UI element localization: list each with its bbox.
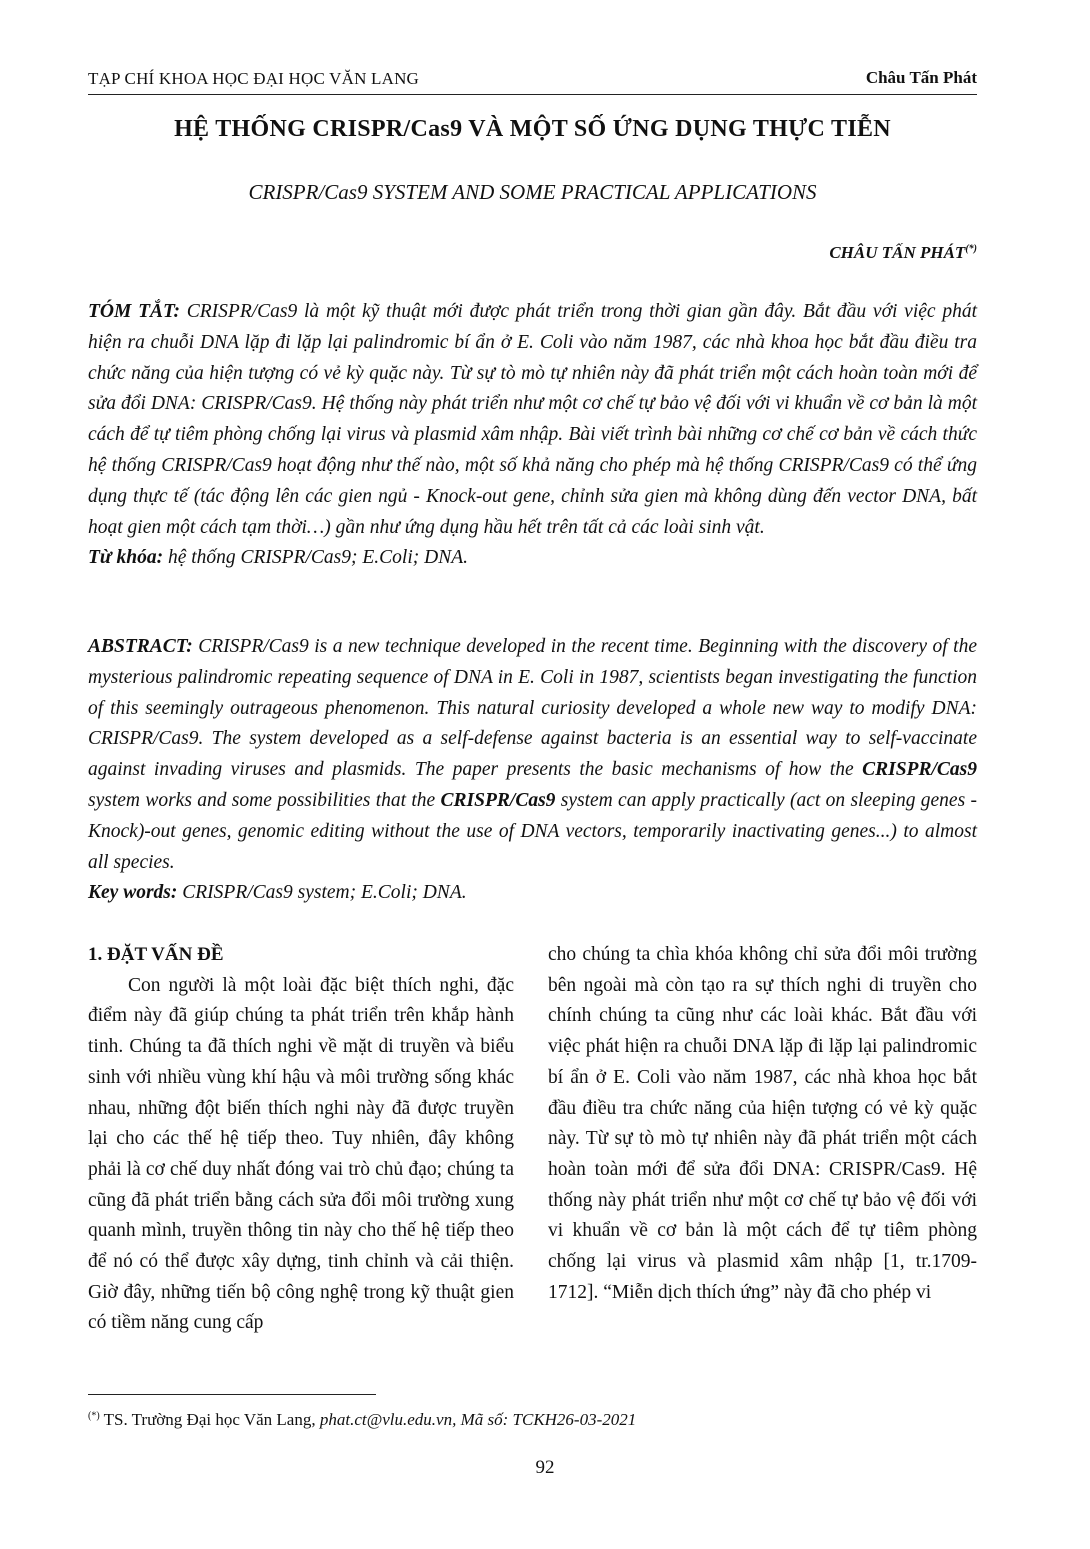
author-footnote-mark: (*) (965, 243, 977, 255)
body-paragraph-left: Con người là một loài đặc biệt thích nghi, đặc điểm này đã giúp chúng ta phát triển trên khắp hành tinh. Chúng ta đã thích nghi về mặt di truyền và biểu sinh với nhiều vùng khí hậu và môi trường sống khác nhau, những đột biến thích nghi này đã được truyền lại cho các thế hệ tiếp theo. Tuy nhiên, đây không phải là cơ chế duy nhất đóng vai trò chủ đạo; chúng ta cũng đã phát triển bằng cách sửa đổi môi trường xung quanh mình, truyền thông tin này cho thế hệ tiếp theo để nó có thể được xây dựng, tinh chỉnh và cải thiện. Giờ đây, những tiến bộ công nghệ trong kỹ thuật gien có tiềm năng cung cấp (88, 974, 514, 1334)
author-name: CHÂU TẤN PHÁT (829, 243, 966, 262)
abstract-en-term-1: CRISPR/Cas9 (862, 759, 977, 781)
abstract-english (88, 632, 977, 909)
keywords-en: CRISPR/Cas9 system; E.Coli; DNA. (177, 882, 467, 904)
body-column-right (548, 940, 977, 1308)
abstract-vi-label: TÓM TẮT: (88, 301, 180, 322)
footnote-contact: phat.ct@vlu.edu.vn, Mã số: TCKH26-03-2021 (319, 1410, 637, 1429)
article-subtitle: CRISPR/Cas9 SYSTEM AND SOME PRACTICAL APPLICATIONS (248, 180, 817, 204)
header-author: Châu Tấn Phát (865, 68, 977, 87)
footnote-text: TS. Trường Đại học Văn Lang, (99, 1410, 320, 1429)
article-title: HỆ THỐNG CRISPR/Cas9 VÀ MỘT SỐ ỨNG DỤNG THỰC TIỄN (174, 116, 891, 142)
author-byline (88, 243, 977, 263)
abstract-en-label: ABSTRACT: (88, 636, 193, 657)
abstract-en-text-2: system works and some possibilities that the (88, 789, 441, 811)
running-header (88, 66, 977, 95)
abstract-en-text-3: system can apply practically (act on sleeping genes - Knock)-out genes, genomic editing without the use of DNA vectors, temporarily inactivating genes...) to almost all species. (88, 789, 977, 873)
footnote-divider (88, 1394, 376, 1395)
footnote-mark: (*) (88, 1410, 100, 1422)
keywords-vi-label: Từ khóa: (88, 547, 164, 569)
body-paragraph-right: cho chúng ta chìa khóa không chỉ sửa đổi môi trường bên ngoài mà còn tạo ra sự thích nghi di truyền cho chính chúng ta cũng như các loài khác. Bắt đầu với việc phát hiện ra chuỗi DNA lặp đi lặp lại palindromic bí ẩn ở E. Coli vào năm 1987, các nhà khoa học bắt đầu điều tra chức năng của hiện tượng có vẻ kỳ quặc này. Từ sự tò mò tự nhiên này đã phát triển một cách hoàn toàn mới để sửa đổi DNA: CRISPR/Cas9. Hệ thống này phát triển như một cơ chế tự bảo vệ đối với vi khuẩn về cơ bản là một cách để tự tiêm phòng chống lại virus và plasmid xâm nhập [1, tr.1709-1712]. “Miễn dịch thích ứng” này đã cho phép vi (548, 944, 977, 1303)
footnote (88, 1410, 977, 1430)
section-heading: 1. ĐẶT VẤN ĐỀ (88, 944, 224, 965)
page-number: 92 (535, 1457, 555, 1478)
abstract-en-term-2: CRISPR/Cas9 (440, 789, 556, 811)
keywords-en-label: Key words: (88, 882, 178, 904)
keywords-vi: hệ thống CRISPR/Cas9; E.Coli; DNA. (163, 547, 468, 569)
body-column-left (88, 940, 514, 1339)
abstract-en-text-1: CRISPR/Cas9 is a new technique developed in the recent time. Beginning with the discovery of the mysterious palindromic repeating sequence of DNA in E. Coli in 1987, scientists began investigating the function of this seemingly outrageous phenomenon. This natural curiosity developed a whole new way to modify DNA: CRISPR/Cas9. The system developed as a self-defense against bacteria is an essential way to self-vaccinate against invading viruses and plasmids. The paper presents the basic mechanisms of how the (88, 636, 977, 781)
abstract-vietnamese (88, 297, 977, 574)
abstract-vi-text: CRISPR/Cas9 là một kỹ thuật mới được phát triển trong thời gian gần đây. Bắt đầu với việc phát hiện ra chuỗi DNA lặp đi lặp lại palindromic bí ẩn ở E. Coli vào năm 1987, các nhà khoa học bắt đầu điều tra chức năng của hiện tượng có vẻ kỳ quặc này. Từ sự tò mò tự nhiên này đã phát triển một cách hoàn toàn mới để sửa đổi DNA: CRISPR/Cas9. Hệ thống này phát triển như một cơ chế tự bảo vệ đối với vi khuẩn về cơ bản là một cách để tự tiêm phòng chống lại virus và plasmid xâm nhập. Bài viết trình bài những cơ chế cơ bản về cách thức hệ thống CRISPR/Cas9 hoạt động như thế nào, một số khả năng cho phép mà hệ thống CRISPR/Cas9 có thể ứng dụng thực tế (tác động lên các gien ngủ - Knock-out gene, chỉnh sửa gien mà không dùng đến vector DNA, bất hoạt gien một cách tạm thời…) gần như ứng dụng hầu hết trên tất cả các loài sinh vật. (88, 301, 977, 538)
journal-name: TẠP CHÍ KHOA HỌC ĐẠI HỌC VĂN LANG (88, 69, 420, 88)
